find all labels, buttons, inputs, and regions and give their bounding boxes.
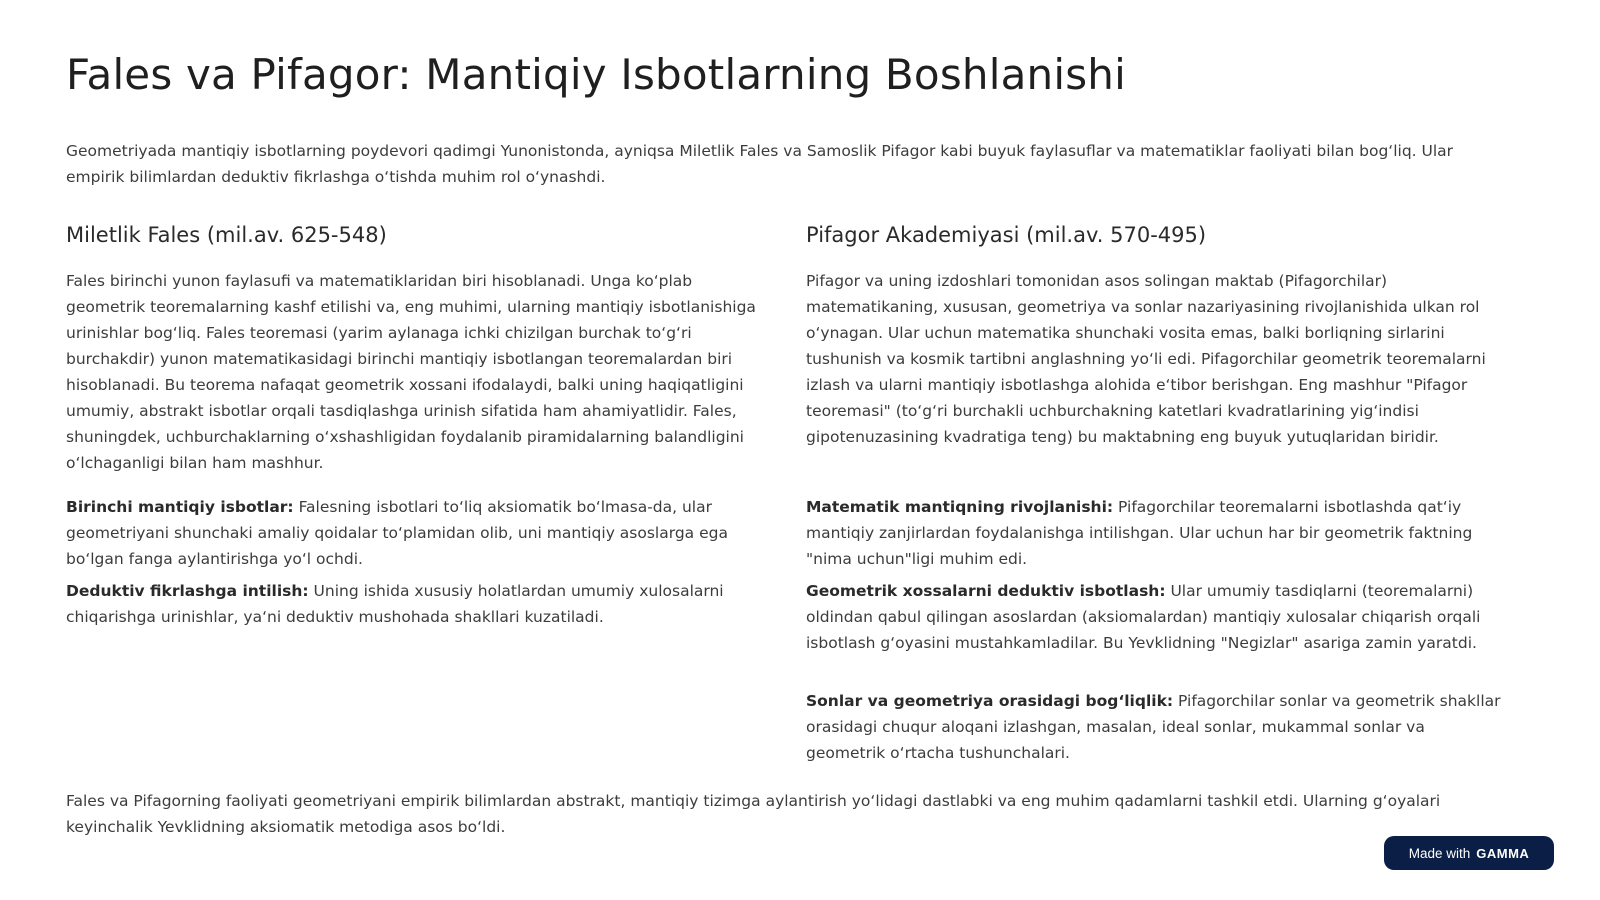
intro-paragraph: Geometriyada mantiqiy isbotlarning poydevori qadimgi Yunonistonda, ayniqsa Miletlik Fales va Samoslik Pifagor kabi buyuk faylasuflar va matematiklar faoliyati bilan bog‘liq. Ular empirik bilimlardan deduktiv fikrlashga o‘tishda muhim rol o‘ynashdi. [66,142,1454,186]
thales-point-1-text: Falesning isbotlari to‘liq aksiomatik bo‘lmasa-da, ular geometriyani shunchaki amaliy qoidalar to‘plamidan olib, uni mantiqiy asoslarga ega bo‘lgan fanga aylantirishga yo‘l ochdi. [66,498,728,568]
pythagoras-point-1-label: Matematik mantiqning rivojlanishi: [806,498,1114,516]
pythagoras-point-3-label: Sonlar va geometriya orasidagi bog‘liqlik: [806,692,1174,710]
thales-point-2-label: Deduktiv fikrlashga intilish: [66,582,309,600]
pythagoras-point-1-text: Pifagorchilar teoremalarni isbotlashda qat‘iy mantiqiy zanjirlardan foydalanishga intilishgan. Ular uchun har bir geometrik faktning "nima uchun"ligi muhim edi. [806,498,1473,568]
thales-point-2 [66,578,771,630]
pythagoras-point-2-label: Geometrik xossalarni deduktiv isbotlash: [806,582,1166,600]
pythagoras-paragraph: Pifagor va uning izdoshlari tomonidan asos solingan maktab (Pifagorchilar) matematikaning, xususan, geometriya va sonlar nazariyasining rivojlanishida ulkan rol o‘ynagan. Ular uchun matematika shunchaki vosita emas, balki borliqning sirlarini tushunish va kosmik tartibni anglashning yo‘li edi. Pifagorchilar geometrik teoremalarni izlash va ularni mantiqiy isbotlashga alohida e‘tibor berishgan. Eng mashhur "Pifagor teoremasi" (to‘g‘ri burchakli uchburchakning katetlari kvadratlarining yig‘indisi gipotenuzasining kvadratiga teng) bu maktabning eng buyuk yutuqlaridan biridir. [806,272,1486,446]
thales-point-1 [66,494,771,572]
gamma-logo-text: GAMMA [1476,845,1530,861]
thales-point-2-text: Uning ishida xususiy holatlardan umumiy xulosalarni chiqarishga urinishlar, ya‘ni deduktiv mushohada shakllari kuzatiladi. [66,582,724,626]
badge-prefix: Made with [1408,845,1471,861]
thales-heading: Miletlik Fales (mil.av. 625-548) [66,223,387,247]
pythagoras-point-3-text: Pifagorchilar sonlar va geometrik shakllar orasidagi chuqur aloqani izlashgan, masalan, ideal sonlar, mukammal sonlar va geometrik o‘rtacha tushunchalari. [806,692,1501,762]
pythagoras-point-3 [806,688,1506,766]
thales-column [66,220,771,630]
slide [66,0,1536,900]
pythagoras-point-1 [806,494,1506,572]
thales-point-1-label: Birinchi mantiqiy isbotlar: [66,498,294,516]
thales-paragraph: Fales birinchi yunon faylasufi va matematiklaridan biri hisoblanadi. Unga ko‘plab geometrik teoremalarning kashf etilishi va, eng muhimi, ularning mantiqiy isbotlanishiga urinishlar bog‘liq. Fales teoremasi (yarim aylanaga ichki chizilgan burchak to‘g‘ri burchakdir) yunon matematikasidagi birinchi mantiqiy isbotlangan teoremalardan biri hisoblanadi. Bu teorema nafaqat geometrik xossani ifodalaydi, balki uning haqiqatligini umumiy, abstrakt isbotlar orqali tasdiqlashga urinish sifatida ham ahamiyatlidir. Fales, shuningdek, uchburchaklarning o‘xshashligidan foydalanib piramidalarning balandligini o‘lchaganligi bilan ham mashhur. [66,272,756,472]
page-title: Fales va Pifagor: Mantiqiy Isbotlarning Boshlanishi [66,50,1126,99]
made-with-gamma-badge[interactable] [1384,836,1554,870]
pythagoras-point-2-text: Ular umumiy tasdiqlarni (teoremalarni) oldindan qabul qilingan asoslardan (aksiomalardan) mantiqiy xulosalar chiqarish orqali isbotlash g‘oyasini mustahkamladilar. Bu Yevklidning "Negizlar" asariga zamin yaratdi. [806,582,1481,652]
pythagoras-column [806,220,1506,766]
pythagoras-heading: Pifagor Akademiyasi (mil.av. 570-495) [806,223,1207,247]
pythagoras-point-2 [806,578,1506,656]
conclusion-paragraph: Fales va Pifagorning faoliyati geometriyani empirik bilimlardan abstrakt, mantiqiy tizimga aylantirish yo‘lidagi dastlabki va eng muhim qadamlarni tashkil etdi. Ularning g‘oyalari keyinchalik Yevklidning aksiomatik metodiga asos bo‘ldi. [66,792,1441,836]
